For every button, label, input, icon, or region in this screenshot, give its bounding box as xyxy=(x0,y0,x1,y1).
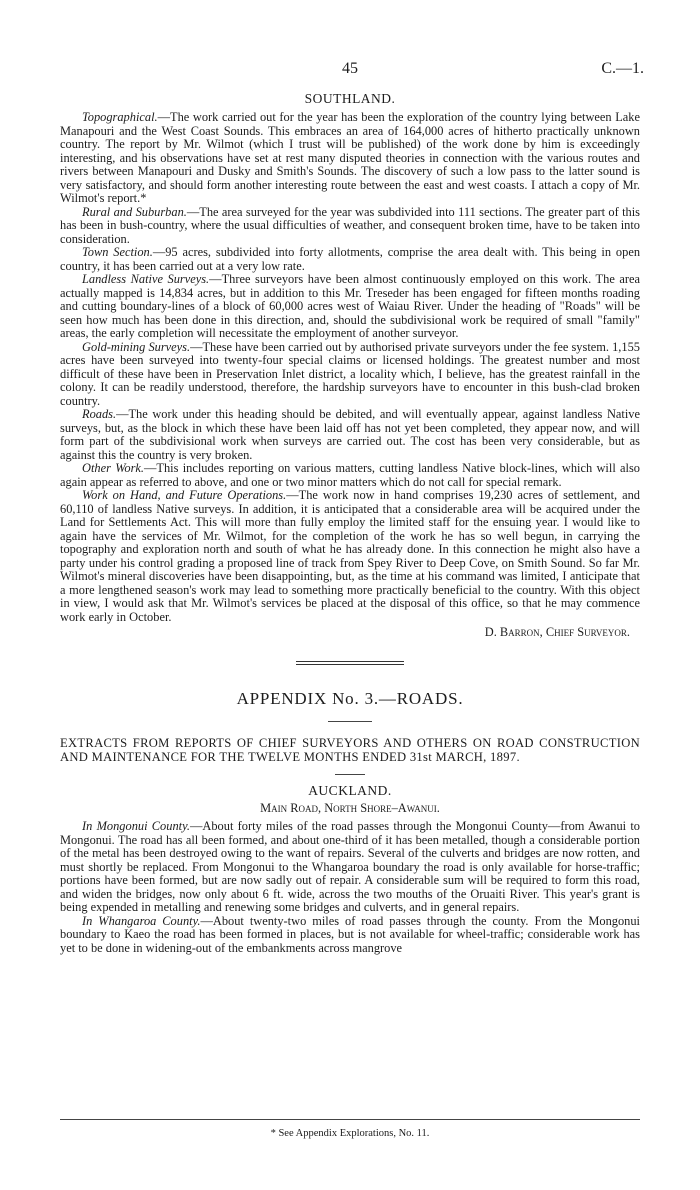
document-code: C.—1. xyxy=(601,60,644,77)
paragraph-title: In Mongonui County. xyxy=(82,819,191,833)
paragraph-title: Landless Native Surveys. xyxy=(82,272,210,286)
paragraph-topographical xyxy=(60,111,640,206)
paragraph-title: Work on Hand, and Future Operations. xyxy=(82,488,287,502)
paragraph-rural-suburban xyxy=(60,206,640,247)
paragraph-title: Roads. xyxy=(82,407,117,421)
paragraph-other-work xyxy=(60,462,640,489)
footnote-rule xyxy=(60,1119,640,1120)
paragraph-gold-mining xyxy=(60,341,640,409)
paragraph-title: Topographical. xyxy=(82,110,158,124)
title-rule xyxy=(328,721,372,722)
paragraph-title: Rural and Suburban. xyxy=(82,204,187,219)
paragraph-text: —95 acres, subdivided into forty allotments, comprise the area dealt with. This being in open country, it has been carried out at a very low rate. xyxy=(60,245,641,273)
paragraph-title: Gold-mining Surveys. xyxy=(82,339,191,354)
appendix-title: APPENDIX No. 3.—ROADS. xyxy=(236,689,464,708)
paragraph-text: —The work now in hand comprises 19,230 acres of settlement, and 60,110 of landless Native surveys. In addition, it is anticipated that a considerable area will be acquired under the Land for Settlements Act. This will more than fully employ the limited staff for the ensuing year. I would like to again have the services of Mr. Wilmot, for the completion of the work he has so well begun, in carrying the topography and exploration north and south of what he has already done. In this connection he might also have a party under his control grading a proposed line of track from Spey River to Deep Cove, on Smith Sound. So far Mr. Wilmot's mineral discoveries have been disappointing, but, as the time at his command was limited, I anticipate that a more lengthened season's work may lead to something more practically beneficial to the country. With this object in view, I would ask that Mr. Wilmot's services be placed at the disposal of this office, so that he may commence work early in October. xyxy=(60,488,641,624)
paragraph-text: —Three surveyors have been almost continuously employed on this work. The area actually mapped is 14,834 acres, but in addition to this Mr. Treseder has been engaged for fifteen months roading and cutting boundary-lines of a block of 60,000 acres west of Waiau River. Under the heading of "Roads" will be seen how much has been done in this direction, and, should the subdivisional work be required of small "family" areas, the early completion will necessitate the employment of another surveyor. xyxy=(60,272,641,340)
paragraph-title: In Whangaroa County. xyxy=(82,913,201,928)
page-number: 45 xyxy=(342,60,358,77)
heading-rule xyxy=(335,774,365,775)
paragraph-title: Town Section. xyxy=(82,245,153,259)
footnote: * See Appendix Explorations, No. 11. xyxy=(270,1128,430,1139)
paragraph-text: —About forty miles of the road passes through the Mongonui County—from Awanui to Mongonui. The road has all been formed, and about one-third of it has been metalled, though a considerable portion of the metal has been destroyed owing to the want of repairs. Several of the culverts and bridges are now rotten, and must shortly be replaced. From Mongonui to the Whangaroa boundary the road is only available for horse-traffic; portions have been formed, but are now sadly out of repair. A considerable sum will be required to form this road, and widen the bridges, now only about 6 ft. wide, across the two mouths of the Oruaiti River. This year's grant is being expended in metalling and renewing some bridges and culverts, and in general repairs. xyxy=(60,819,640,914)
paragraph-text: —About twenty-two miles of road passes through the county. From the Mongonui boundary to Kaeo the road has been formed in places, but is not available for wheel-traffic; considerable work has yet to be done in widening-out of the embankments across mangrove xyxy=(60,913,640,955)
paragraph-work-on-hand xyxy=(60,489,640,624)
road-title: Main Road, North Shore–Awanui. xyxy=(260,801,440,815)
paragraph-town-section xyxy=(60,246,640,273)
paragraph-title: Other Work. xyxy=(82,461,144,475)
section-divider xyxy=(296,661,404,665)
southland-heading: SOUTHLAND. xyxy=(304,91,396,106)
auckland-heading: AUCKLAND. xyxy=(308,783,392,798)
paragraph-text: —The work carried out for the year has been the exploration of the country lying between Lake Manapouri and the West Coast Sounds. This embraces an area of 164,000 acres of hitherto practically unknown country. The report by Mr. Wilmot (which I trust will be published) of the work done by him is exceedingly interesting, and his observations have set at rest many disputed theories in connection with the various routes and rivers between Manapouri and Dusky and Smith's Sounds. The discovery of such a low pass to the latter sound is very satisfactory, and should form another interesting route between the east and west coasts. I attach a copy of Mr. Wilmot's report.* xyxy=(60,110,640,205)
page-header xyxy=(56,60,644,82)
paragraph-whangaroa-county xyxy=(60,915,640,956)
extracts-heading: EXTRACTS FROM REPORTS OF CHIEF SURVEYORS AND OTHERS ON ROAD CONSTRUCTION AND MAINTENANCE FOR THE TWELVE MONTHS ENDED 31st MARCH, 1897. xyxy=(60,736,640,764)
signature: D. Barron, Chief Surveyor. xyxy=(484,625,630,639)
paragraph-text: —The work under this heading should be debited, and will eventually appear, against landless Native surveys, but, as the block in which these have been laid off has not yet been completed, they appear now, and will form part of the subdivisional work when surveys are carried out. The cost has been very considerable, but as against this the country is very broken. xyxy=(60,407,640,462)
paragraph-roads xyxy=(60,408,640,462)
paragraph-text: —The area surveyed for the year was subdivided into 111 sections. The greater part of this has been in bush-country, where the usual difficulties of weather, and consequent broken time, have to be taken into consideration. xyxy=(60,204,640,246)
paragraph-landless-native xyxy=(60,273,640,341)
paragraph-mongonui-county xyxy=(60,820,640,915)
paragraph-text: —These have been carried out by authorised private surveyors under the fee system. 1,155 acres have been surveyed into twenty-four special claims or licensed holdings. The greatest number and most difficult of these have been in Preservation Inlet district, a locality which, I believe, has the greatest rainfall in the colony. It can be readily understood, therefore, the hardship surveyors have to encounter in this bush-clad broken country. xyxy=(60,339,640,408)
southland-section xyxy=(60,91,640,955)
paragraph-text: —This includes reporting on various matters, cutting landless Native block-lines, which will also again appear as referred to above, and one or two minor matters which do not call for special remark. xyxy=(60,461,641,489)
